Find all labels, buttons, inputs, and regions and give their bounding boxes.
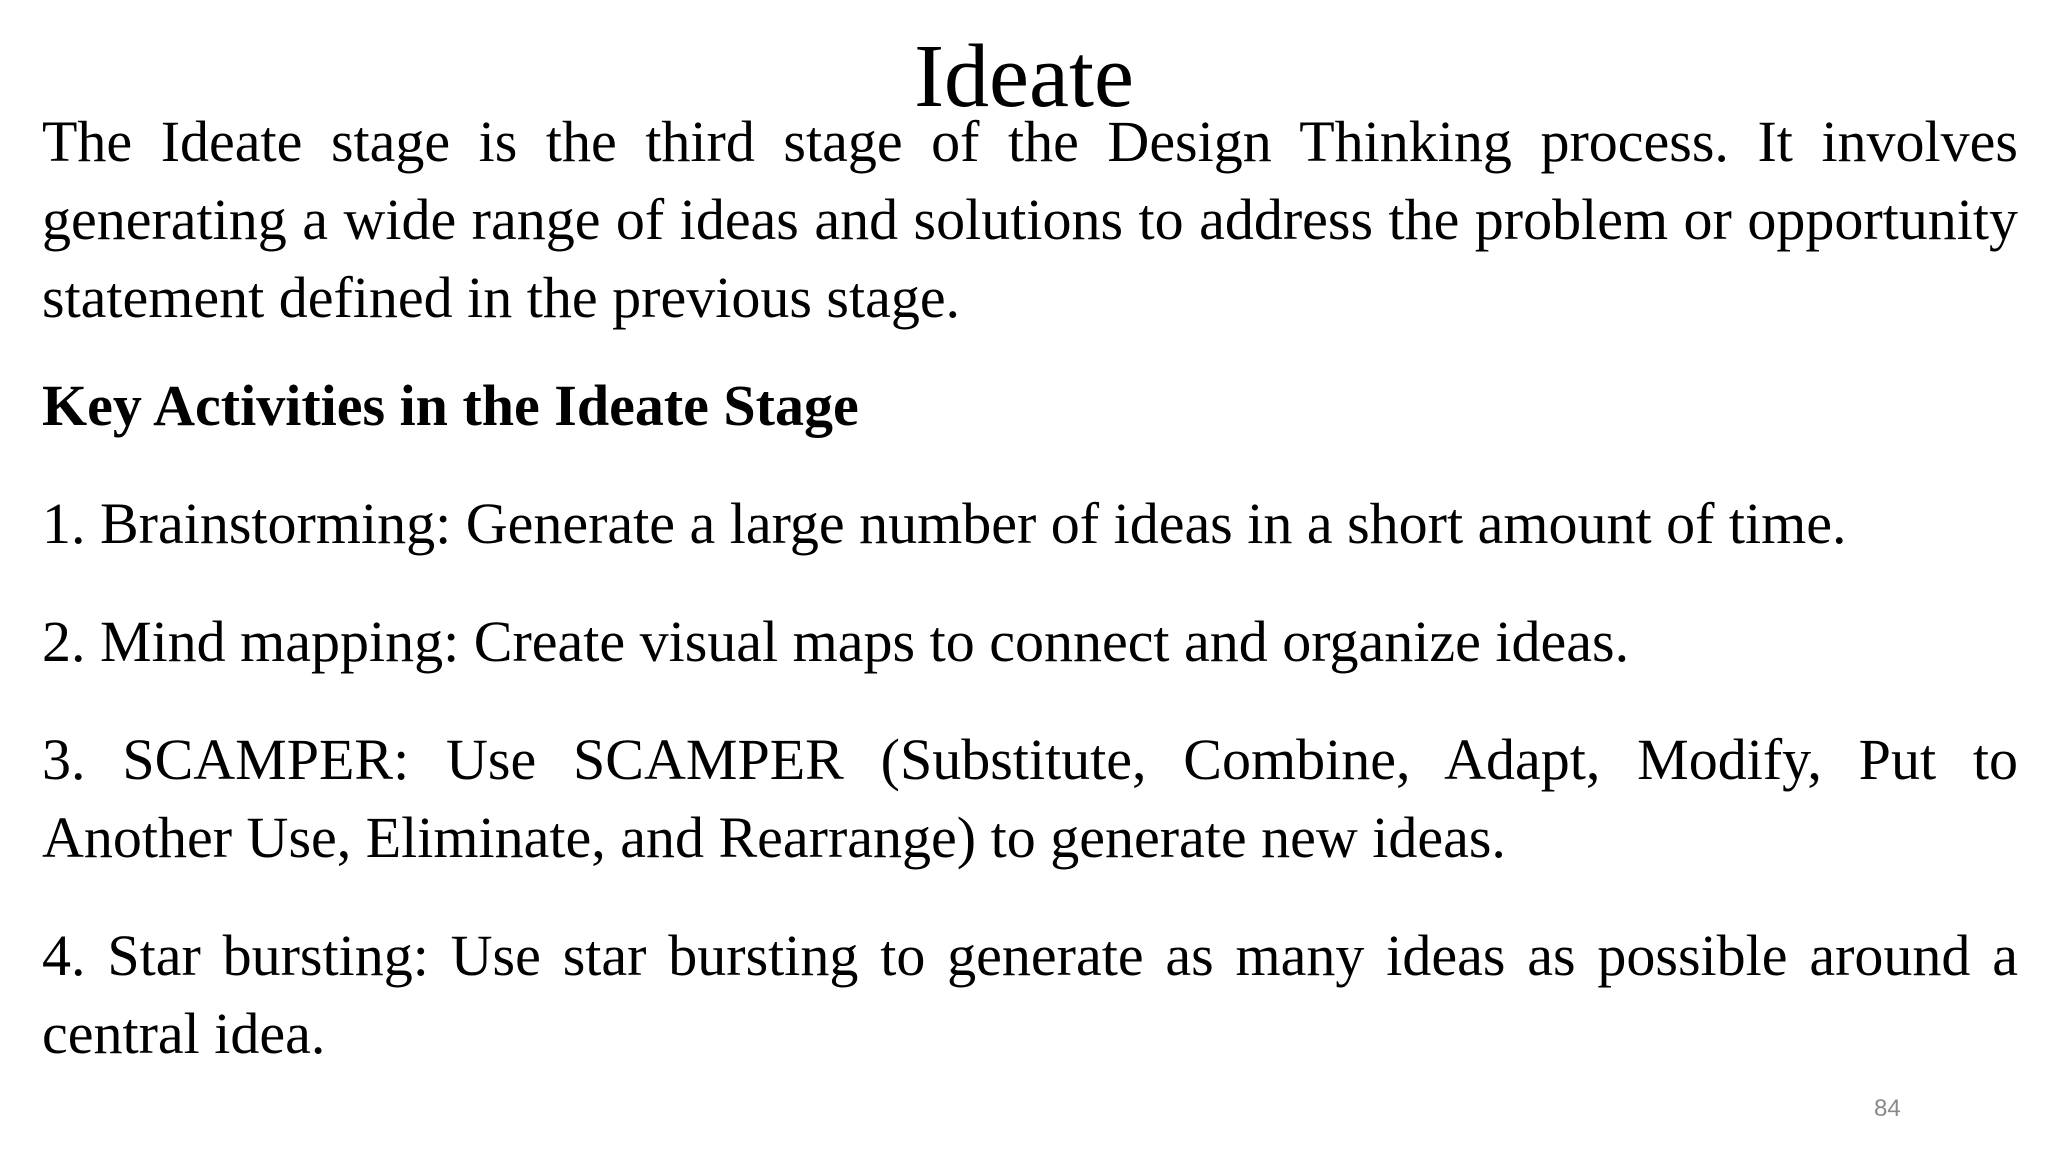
activity-item-star-bursting: 4. Star bursting: Use star bursting to generate as many ideas as possible around a central idea. [42,923,2018,1066]
slide-content [42,103,2018,1073]
activity-item-mind-mapping: 2. Mind mapping: Create visual maps to connect and organize ideas. [42,609,1630,674]
section-heading: Key Activities in the Ideate Stage [42,373,859,438]
intro-paragraph: The Ideate stage is the third stage of the Design Thinking process. It involves generating a wide range of ideas and solutions to address the problem or opportunity statement defined in the previous stage. [42,109,2018,330]
activity-item-brainstorming: 1. Brainstorming: Generate a large number of ideas in a short amount of time. [42,491,1847,556]
page-number: 84 [1874,1095,1901,1122]
slide-title: Ideate [914,27,1134,126]
activity-item-scamper: 3. SCAMPER: Use SCAMPER (Substitute, Combine, Adapt, Modify, Put to Another Use, Eliminate, and Rearrange) to generate new ideas. [42,727,2018,870]
